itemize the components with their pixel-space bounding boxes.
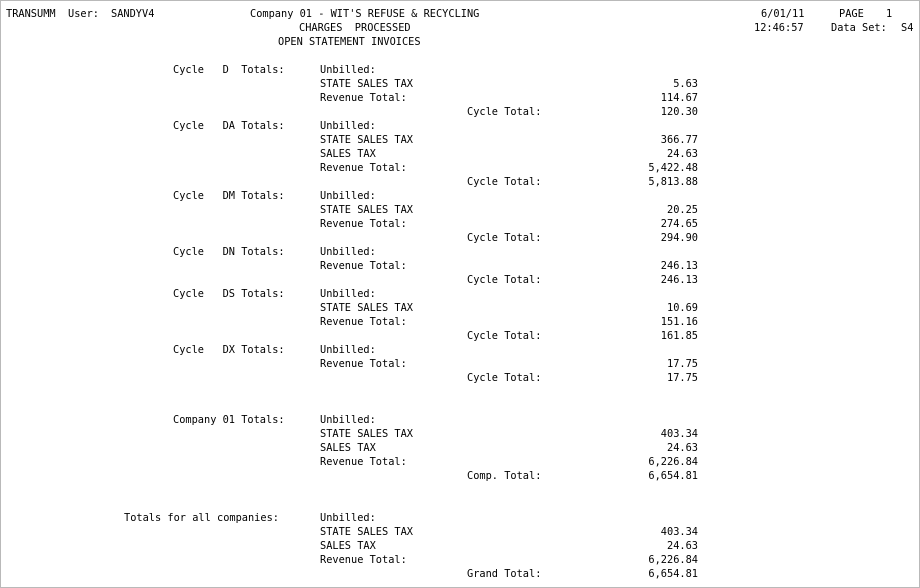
line-label: Unbilled: bbox=[320, 120, 376, 132]
line-label: Unbilled: bbox=[320, 414, 376, 426]
line-label: Unbilled: bbox=[320, 190, 376, 202]
dataset-value: S4 bbox=[901, 22, 914, 34]
line-amount: 24.63 bbox=[667, 540, 698, 552]
line-amount: 24.63 bbox=[667, 148, 698, 160]
line-label: Unbilled: bbox=[320, 344, 376, 356]
total-label: Cycle Total: bbox=[467, 106, 542, 118]
line-label: STATE SALES TAX bbox=[320, 134, 413, 146]
line-amount: 17.75 bbox=[667, 358, 698, 370]
line-label: STATE SALES TAX bbox=[320, 204, 413, 216]
total-amount: 246.13 bbox=[660, 274, 698, 286]
total-amount: 120.30 bbox=[660, 106, 698, 118]
line-amount: 274.65 bbox=[660, 218, 698, 230]
user-label: User: bbox=[68, 8, 99, 20]
line-label: Unbilled: bbox=[320, 246, 376, 258]
total-amount: 161.85 bbox=[660, 330, 698, 342]
total-label: Comp. Total: bbox=[467, 470, 542, 482]
line-label: Revenue Total: bbox=[320, 456, 407, 468]
total-label: Cycle Total: bbox=[467, 274, 542, 286]
dataset-label: Data Set: bbox=[831, 22, 887, 34]
line-amount: 5,422.48 bbox=[648, 162, 698, 174]
line-label: SALES TAX bbox=[320, 540, 376, 552]
report-subtitle: OPEN STATEMENT INVOICES bbox=[278, 36, 421, 48]
total-amount: 6,654.81 bbox=[648, 470, 698, 482]
line-amount: 403.34 bbox=[660, 526, 698, 538]
section-label: Totals for all companies: bbox=[124, 512, 279, 524]
line-amount: 10.69 bbox=[667, 302, 698, 314]
total-amount: 294.90 bbox=[660, 232, 698, 244]
line-amount: 5.63 bbox=[673, 78, 698, 90]
line-amount: 151.16 bbox=[660, 316, 698, 328]
line-label: Revenue Total: bbox=[320, 316, 407, 328]
total-label: Cycle Total: bbox=[467, 330, 542, 342]
line-label: Revenue Total: bbox=[320, 92, 407, 104]
user-name: SANDYV4 bbox=[111, 8, 155, 20]
section-label: Cycle DN Totals: bbox=[173, 246, 285, 258]
line-amount: 20.25 bbox=[667, 204, 698, 216]
line-amount: 366.77 bbox=[660, 134, 698, 146]
section-label: Cycle DX Totals: bbox=[173, 344, 285, 356]
line-label: Revenue Total: bbox=[320, 162, 407, 174]
line-label: STATE SALES TAX bbox=[320, 428, 413, 440]
line-amount: 6,226.84 bbox=[648, 456, 698, 468]
section-label: Cycle D Totals: bbox=[173, 64, 285, 76]
line-label: Revenue Total: bbox=[320, 358, 407, 370]
report-title: CHARGES PROCESSED bbox=[299, 22, 411, 34]
line-label: Unbilled: bbox=[320, 288, 376, 300]
line-label: STATE SALES TAX bbox=[320, 78, 413, 90]
line-label: Revenue Total: bbox=[320, 260, 407, 272]
total-amount: 17.75 bbox=[667, 372, 698, 384]
line-label: Revenue Total: bbox=[320, 218, 407, 230]
line-amount: 246.13 bbox=[660, 260, 698, 272]
report-time: 12:46:57 bbox=[754, 22, 804, 34]
total-label: Cycle Total: bbox=[467, 176, 542, 188]
report-date: 6/01/11 bbox=[761, 8, 805, 20]
page-number: 1 bbox=[886, 8, 893, 20]
line-amount: 6,226.84 bbox=[648, 554, 698, 566]
line-label: SALES TAX bbox=[320, 442, 376, 454]
line-label: SALES TAX bbox=[320, 148, 376, 160]
line-amount: 403.34 bbox=[660, 428, 698, 440]
total-label: Cycle Total: bbox=[467, 232, 542, 244]
line-label: Unbilled: bbox=[320, 64, 376, 76]
line-label: Unbilled: bbox=[320, 512, 376, 524]
program-name: TRANSUMM bbox=[6, 8, 56, 20]
section-label: Company 01 Totals: bbox=[173, 414, 285, 426]
line-label: STATE SALES TAX bbox=[320, 302, 413, 314]
line-label: Revenue Total: bbox=[320, 554, 407, 566]
total-label: Cycle Total: bbox=[467, 372, 542, 384]
section-label: Cycle DA Totals: bbox=[173, 120, 285, 132]
line-amount: 114.67 bbox=[660, 92, 698, 104]
section-label: Cycle DM Totals: bbox=[173, 190, 285, 202]
line-label: STATE SALES TAX bbox=[320, 526, 413, 538]
company-title: Company 01 - WIT'S REFUSE & RECYCLING bbox=[250, 8, 480, 20]
section-label: Cycle DS Totals: bbox=[173, 288, 285, 300]
total-amount: 5,813.88 bbox=[648, 176, 698, 188]
page-label: PAGE bbox=[839, 8, 864, 20]
total-label: Grand Total: bbox=[467, 568, 542, 580]
line-amount: 24.63 bbox=[667, 442, 698, 454]
total-amount: 6,654.81 bbox=[648, 568, 698, 580]
